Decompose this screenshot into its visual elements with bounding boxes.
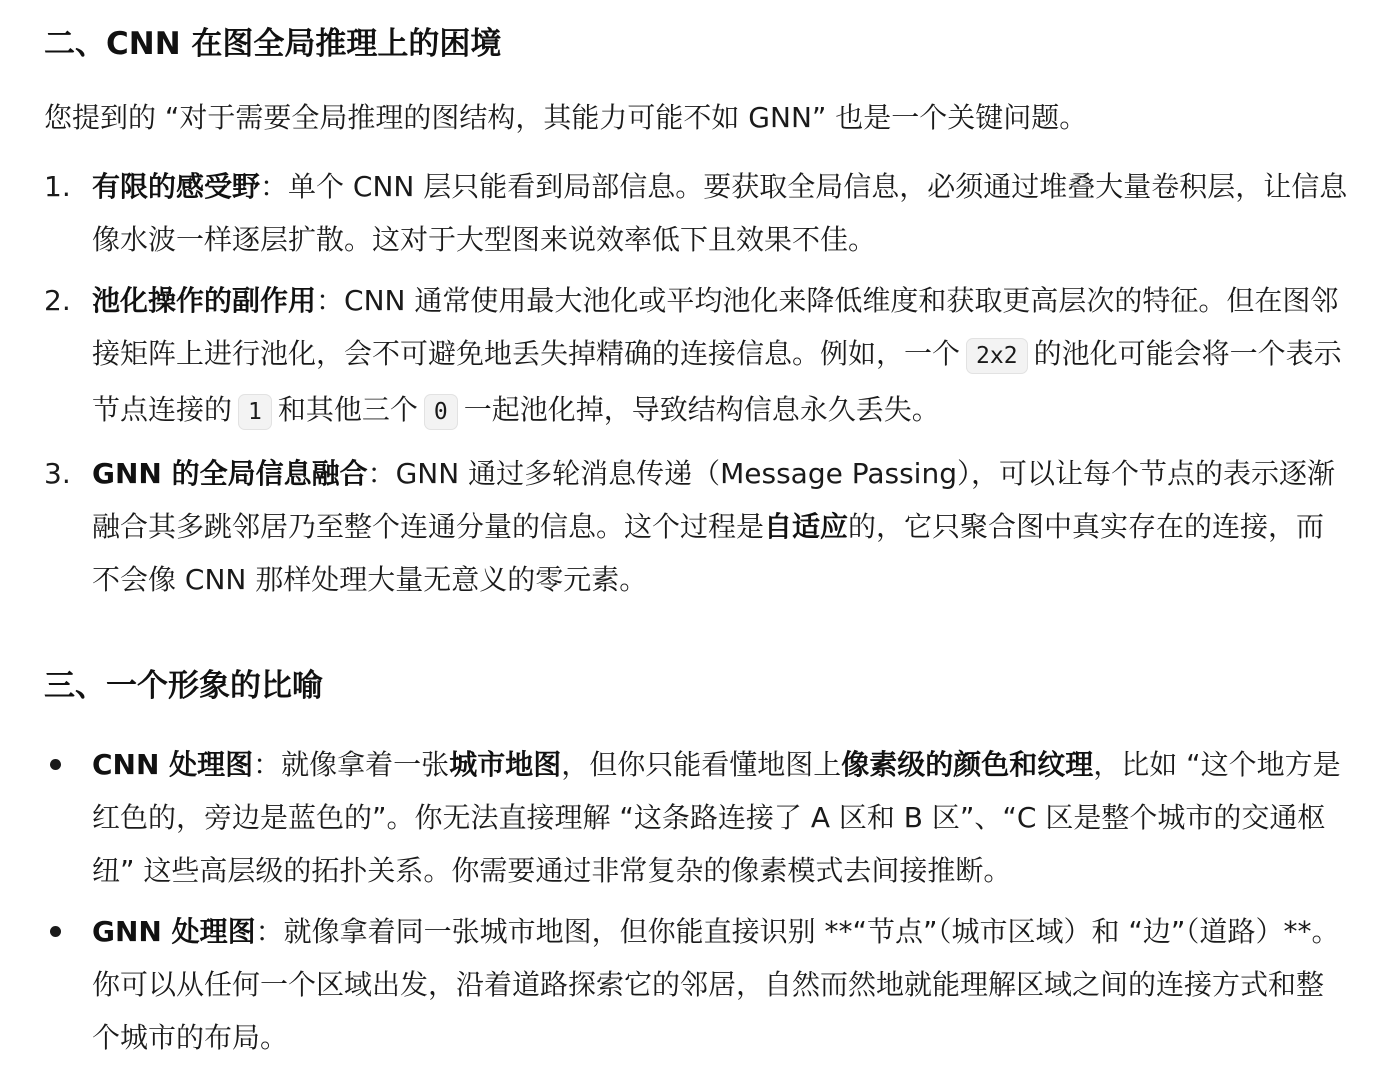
list-number: 3. <box>44 457 71 490</box>
bullet-icon <box>50 926 61 937</box>
bold-term: 池化操作的副作用 <box>92 284 317 317</box>
bold-term: 城市地图 <box>449 748 562 781</box>
item-text: ，比如 “这个地方是红色的，旁边是蓝色的”。你无法直接理解 “这条路连接了 A 区和 B 区”、“C 区是整个城市的交通枢纽” 这些高层级的拓扑关系。你需要通过非常复杂的像素模式去间接推断。 <box>92 748 1341 887</box>
analogy-section <box>44 664 1351 1064</box>
section-heading-analogy: 三、一个形象的比喻 <box>44 668 323 704</box>
item-text: ，但你只能看懂地图上 <box>561 748 842 781</box>
item-text: 一起池化掉，导致结构信息永久丢失。 <box>463 393 940 426</box>
item-text: ：就像拿着一张 <box>253 748 450 781</box>
bold-term: GNN 处理图 <box>92 915 256 948</box>
item-text: 的池化可能会将一个表示节点连接的 <box>92 337 1342 426</box>
list-number: 2. <box>44 284 71 317</box>
inline-code: 1 <box>238 394 272 430</box>
item-text: 的，它只聚合图中真实存在的连接，而不会像 CNN 那样处理大量无意义的零元素。 <box>92 510 1325 596</box>
bullet-icon <box>50 759 61 770</box>
bold-term: CNN 处理图 <box>92 748 254 781</box>
list-item <box>44 447 1351 606</box>
bold-term: 有限的感受野 <box>92 170 261 203</box>
intro-paragraph: 您提到的 “对于需要全局推理的图结构，其能力可能不如 GNN” 也是一个关键问题。 <box>44 101 1088 134</box>
list-item <box>44 905 1351 1064</box>
inline-code: 2x2 <box>966 338 1028 374</box>
item-text: ：CNN 通常使用最大池化或平均池化来降低维度和获取更高层次的特征。但在图邻接矩阵上进行池化，会不可避免地丢失掉精确的连接信息。例如，一个 <box>92 284 1339 370</box>
inline-code: 0 <box>424 394 458 430</box>
list-item <box>44 274 1351 439</box>
list-number: 1. <box>44 170 71 203</box>
section-heading-cnn-dilemma: 二、CNN 在图全局推理上的困境 <box>44 26 502 62</box>
bullet-list <box>44 738 1351 1064</box>
bold-term: 自适应 <box>764 510 849 543</box>
item-text: ：GNN 通过多轮消息传递（Message Passing），可以让每个节点的表示逐渐融合其多跳邻居乃至整个连通分量的信息。这个过程是 <box>92 457 1335 543</box>
bold-term: GNN 的全局信息融合 <box>92 457 368 490</box>
numbered-list <box>44 160 1351 606</box>
item-text: ：就像拿着同一张城市地图，但你能直接识别 **“节点”（城市区域）和 “边”（道路）**。你可以从任何一个区域出发，沿着道路探索它的邻居，自然而然地就能理解区域之间的连接方式和整个城市的布局。 <box>92 915 1340 1054</box>
bold-term: 像素级的颜色和纹理 <box>841 748 1094 781</box>
item-text: 和其他三个 <box>277 393 418 426</box>
item-text: ：单个 CNN 层只能看到局部信息。要获取全局信息，必须通过堆叠大量卷积层，让信息像水波一样逐层扩散。这对于大型图来说效率低下且效果不佳。 <box>92 170 1348 256</box>
list-item <box>44 738 1351 897</box>
list-item <box>44 160 1351 266</box>
